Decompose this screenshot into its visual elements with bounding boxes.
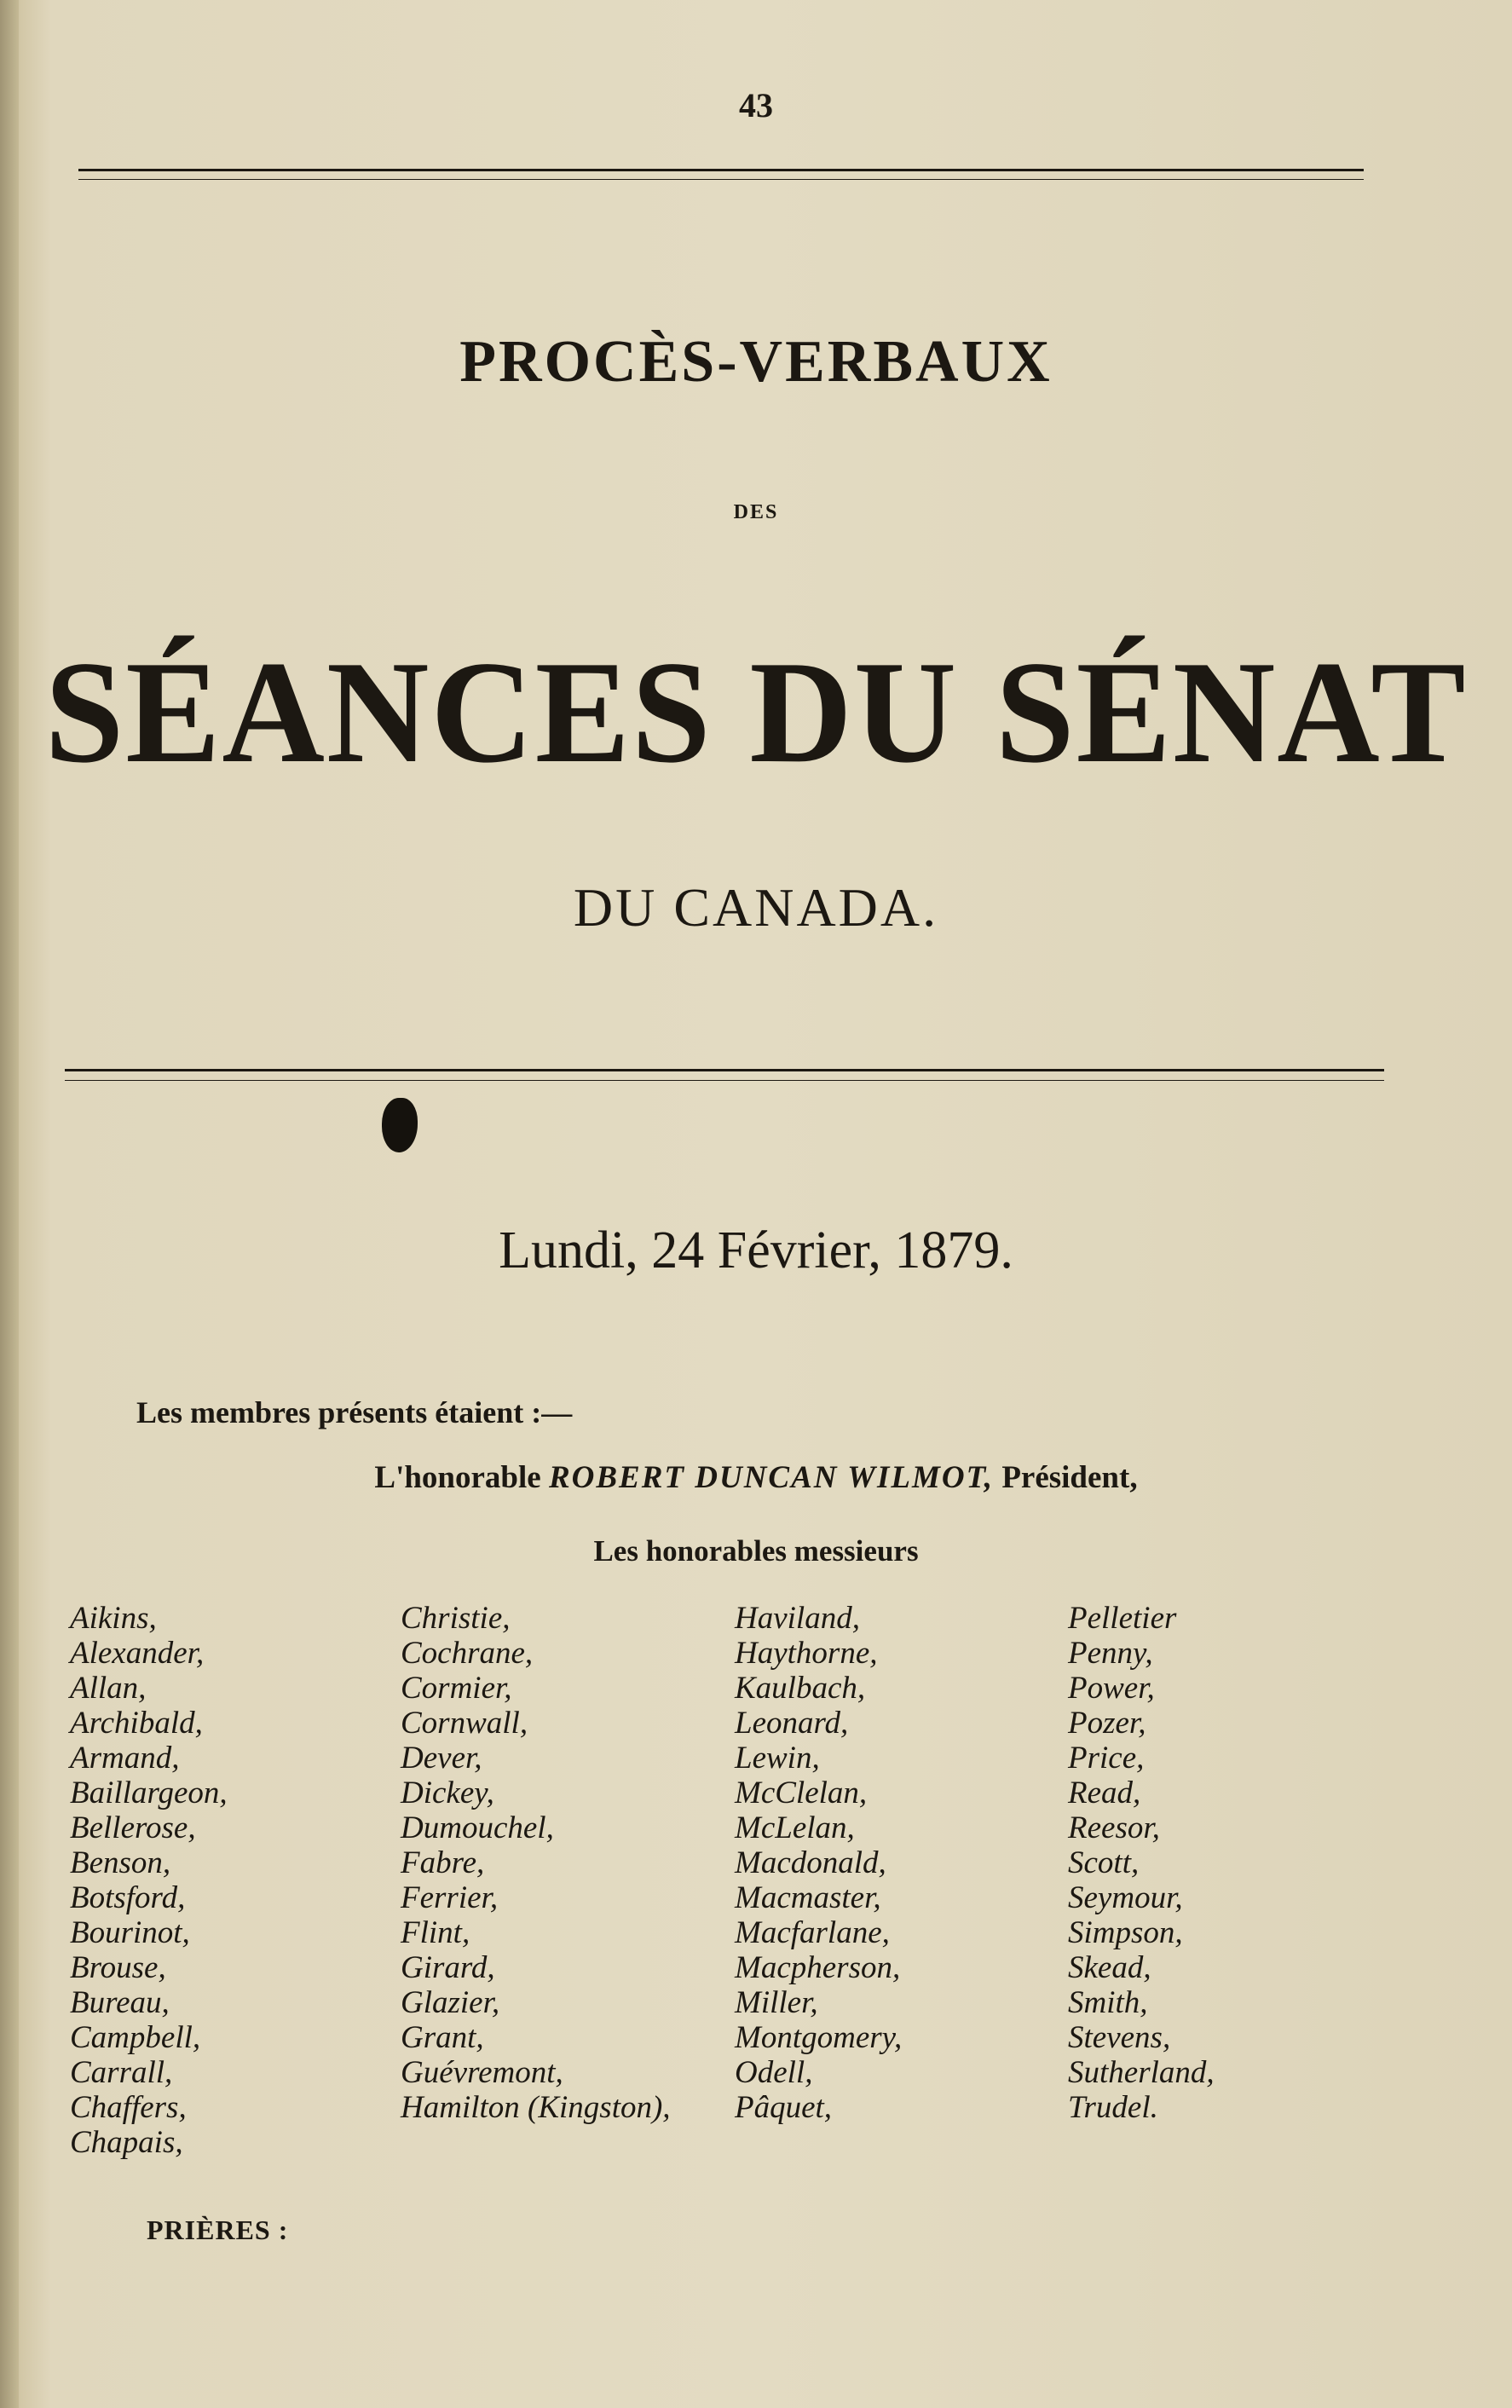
member-name: Dumouchel, [401, 1810, 554, 1845]
member-name: Cormier, [401, 1671, 512, 1706]
member-name: Ferrier, [401, 1880, 499, 1915]
member-name: Power, [1068, 1671, 1155, 1706]
member-name: Guévremont, [401, 2055, 563, 2090]
member-name: Baillargeon, [70, 1776, 228, 1810]
member-name: Sutherland, [1068, 2055, 1215, 2090]
member-name: Christie, [401, 1601, 511, 1636]
header-rule-thin [78, 179, 1364, 180]
member-name: Cochrane, [401, 1636, 534, 1671]
member-name: Leonard, [735, 1706, 849, 1741]
member-name: Girard, [401, 1950, 495, 1985]
member-name: Armand, [70, 1741, 180, 1776]
honorables-label: Les honorables messieurs [593, 1534, 919, 1568]
member-name: Montgomery, [735, 2020, 903, 2055]
title-rule [65, 1069, 1384, 1071]
member-name: Read, [1068, 1776, 1141, 1810]
member-name: Archibald, [70, 1706, 203, 1741]
member-name: Pâquet, [735, 2090, 833, 2125]
member-name: Campbell, [70, 2020, 201, 2055]
members-column-3 [735, 1601, 902, 2125]
member-name: Fabre, [401, 1845, 485, 1880]
member-name: Macmaster, [735, 1880, 881, 1915]
member-name: McClelan, [735, 1776, 868, 1810]
member-name: Scott, [1068, 1845, 1140, 1880]
member-name: Benson, [70, 1845, 171, 1880]
member-name: Smith, [1068, 1985, 1148, 2020]
president-title: Président, [1001, 1460, 1138, 1495]
member-name: Seymour, [1068, 1880, 1183, 1915]
member-name: Kaulbach, [735, 1671, 866, 1706]
title-du-canada: DU CANADA. [573, 877, 939, 938]
member-name: Haythorne, [735, 1636, 878, 1671]
member-name: Macfarlane, [735, 1915, 890, 1950]
prayers-label: PRIÈRES : [147, 2215, 289, 2245]
member-name: Bourinot, [70, 1915, 190, 1950]
member-name: Haviland, [735, 1601, 860, 1636]
member-name: Cornwall, [401, 1706, 528, 1741]
member-name: Penny, [1068, 1636, 1153, 1671]
members-present-label: Les membres présents étaient :— [136, 1395, 573, 1429]
member-name: Glazier, [401, 1985, 500, 2020]
member-name: Macpherson, [735, 1950, 901, 1985]
member-name: Trudel. [1068, 2090, 1158, 2125]
member-name: Chaffers, [70, 2090, 187, 2125]
member-name: Lewin, [735, 1741, 820, 1776]
member-name: Bureau, [70, 1985, 170, 2020]
member-name: Hamilton (Kingston), [401, 2090, 671, 2125]
members-column-1 [70, 1601, 228, 2160]
member-name: Dever, [401, 1741, 482, 1776]
members-column-4 [1068, 1601, 1215, 2125]
member-name: Reesor, [1068, 1810, 1160, 1845]
member-name: Macdonald, [735, 1845, 886, 1880]
ink-blot-mark [382, 1098, 418, 1152]
member-name: Price, [1068, 1741, 1145, 1776]
title-rule-thin [65, 1080, 1384, 1081]
member-name: Pozer, [1068, 1706, 1146, 1741]
member-name: Dickey, [401, 1776, 494, 1810]
president-line [0, 1459, 1512, 1496]
member-name: Stevens, [1068, 2020, 1171, 2055]
president-name: ROBERT DUNCAN WILMOT, [548, 1460, 995, 1495]
member-name: Miller, [735, 1985, 818, 2020]
members-column-2 [401, 1601, 671, 2125]
member-name: Odell, [735, 2055, 813, 2090]
member-name: Brouse, [70, 1950, 166, 1985]
member-name: Skead, [1068, 1950, 1151, 1985]
member-name: Aikins, [70, 1601, 157, 1636]
president-prefix: L'honorable [374, 1460, 541, 1495]
title-seances-du-senat: SÉANCES DU SÉNAT [44, 632, 1468, 794]
member-name: Allan, [70, 1671, 147, 1706]
page-number: 43 [739, 86, 773, 124]
member-name: Chapais, [70, 2125, 183, 2160]
header-rule [78, 169, 1364, 171]
member-name: Grant, [401, 2020, 484, 2055]
member-name: Flint, [401, 1915, 470, 1950]
title-des: DES [733, 501, 779, 523]
member-name: Simpson, [1068, 1915, 1183, 1950]
member-name: Carrall, [70, 2055, 173, 2090]
member-name: Botsford, [70, 1880, 186, 1915]
member-name: McLelan, [735, 1810, 855, 1845]
member-name: Bellerose, [70, 1810, 196, 1845]
title-proces-verbaux: PROCÈS-VERBAUX [459, 329, 1053, 395]
session-date: Lundi, 24 Février, 1879. [499, 1221, 1013, 1279]
member-name: Pelletier [1068, 1601, 1177, 1636]
member-name: Alexander, [70, 1636, 205, 1671]
